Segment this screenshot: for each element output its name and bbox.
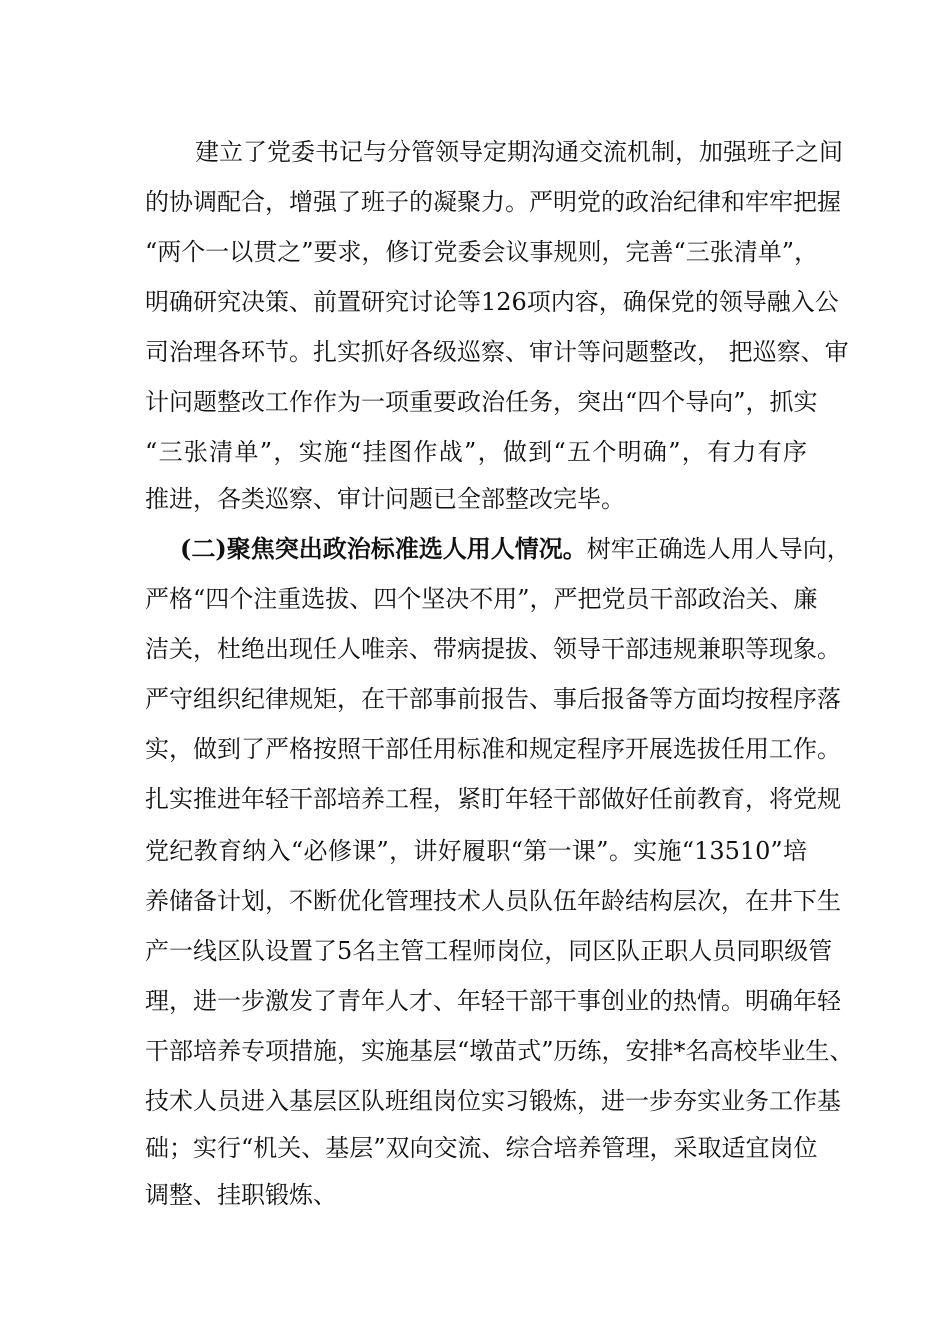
paragraph-line: 础；实行“机关、基层”双向交流、综合培养管理，采取适宜岗位 xyxy=(145,1134,818,1162)
paragraph-line: 扎实推进年轻干部培养工程，紧盯年轻干部做好任前教育，将党规 xyxy=(145,785,841,813)
paragraph-line: 干部培养专项措施，实施基层“墩苗式”历练，安排*名高校毕业生、 xyxy=(145,1037,854,1065)
paragraph-line: 明确研究决策、前置研究讨论等126项内容，确保党的领导融入公 xyxy=(145,288,839,316)
paragraph-line: 产一线区队设置了5名主管工程师岗位，同区队正职人员同职级管 xyxy=(145,937,833,965)
paragraph-line: 司治理各环节。扎实抓好各级巡察、审计等问题整改， 把巡察、审 xyxy=(145,338,849,366)
paragraph-line: 养储备计划，不断优化管理技术人员队伍年龄结构层次，在井下生 xyxy=(145,887,841,915)
paragraph-line: 严守组织纪律规矩，在干部事前报告、事后报备等方面均按程序落 xyxy=(145,685,841,713)
paragraph-line: 党纪教育纳入“必修课”，讲好履职“第一课”。实施“13510”培 xyxy=(145,837,807,865)
paragraph-line: 建立了党委书记与分管领导定期沟通交流机制，加强班子之间 xyxy=(195,138,843,166)
paragraph-line: 的协调配合，增强了班子的凝聚力。严明党的政治纪律和牢牢把握 xyxy=(145,188,841,216)
paragraph-line: “两个一以贯之”要求，修订党委会议事规则，完善“三张清单”， xyxy=(145,238,819,266)
paragraph-line: 洁关，杜绝出现任人唯亲、带病提拔、领导干部违规兼职等现象。 xyxy=(145,635,841,663)
paragraph-line: 技术人员进入基层区队班组岗位实习锻炼，进一步夯实业务工作基 xyxy=(145,1087,841,1115)
section-heading-line xyxy=(180,534,851,564)
paragraph-line: 推进，各类巡察、审计问题已全部整改完毕。 xyxy=(145,485,625,513)
paragraph-line: 计问题整改工作作为一项重要政治任务，突出“四个导向”，抓实 xyxy=(145,388,818,416)
section-heading-continuation: 树牢正确选人用人导向， xyxy=(586,535,851,563)
section-heading: (二)聚焦突出政治标准选人用人情况。 xyxy=(180,534,587,563)
paragraph-line: “三张清单”，实施“挂图作战”，做到“五个明确”，有力有序 xyxy=(145,438,807,466)
paragraph-line: 理，进一步激发了青年人才、年轻干部干事创业的热情。明确年轻 xyxy=(145,987,841,1015)
paragraph-line: 严格“四个注重选拔、四个坚决不用”，严把党员干部政治关、廉 xyxy=(145,585,818,613)
paragraph-line: 调整、挂职锻炼、 xyxy=(145,1181,337,1209)
paragraph-line: 实，做到了严格按照干部任用标准和规定程序开展选拔任用工作。 xyxy=(145,735,841,763)
